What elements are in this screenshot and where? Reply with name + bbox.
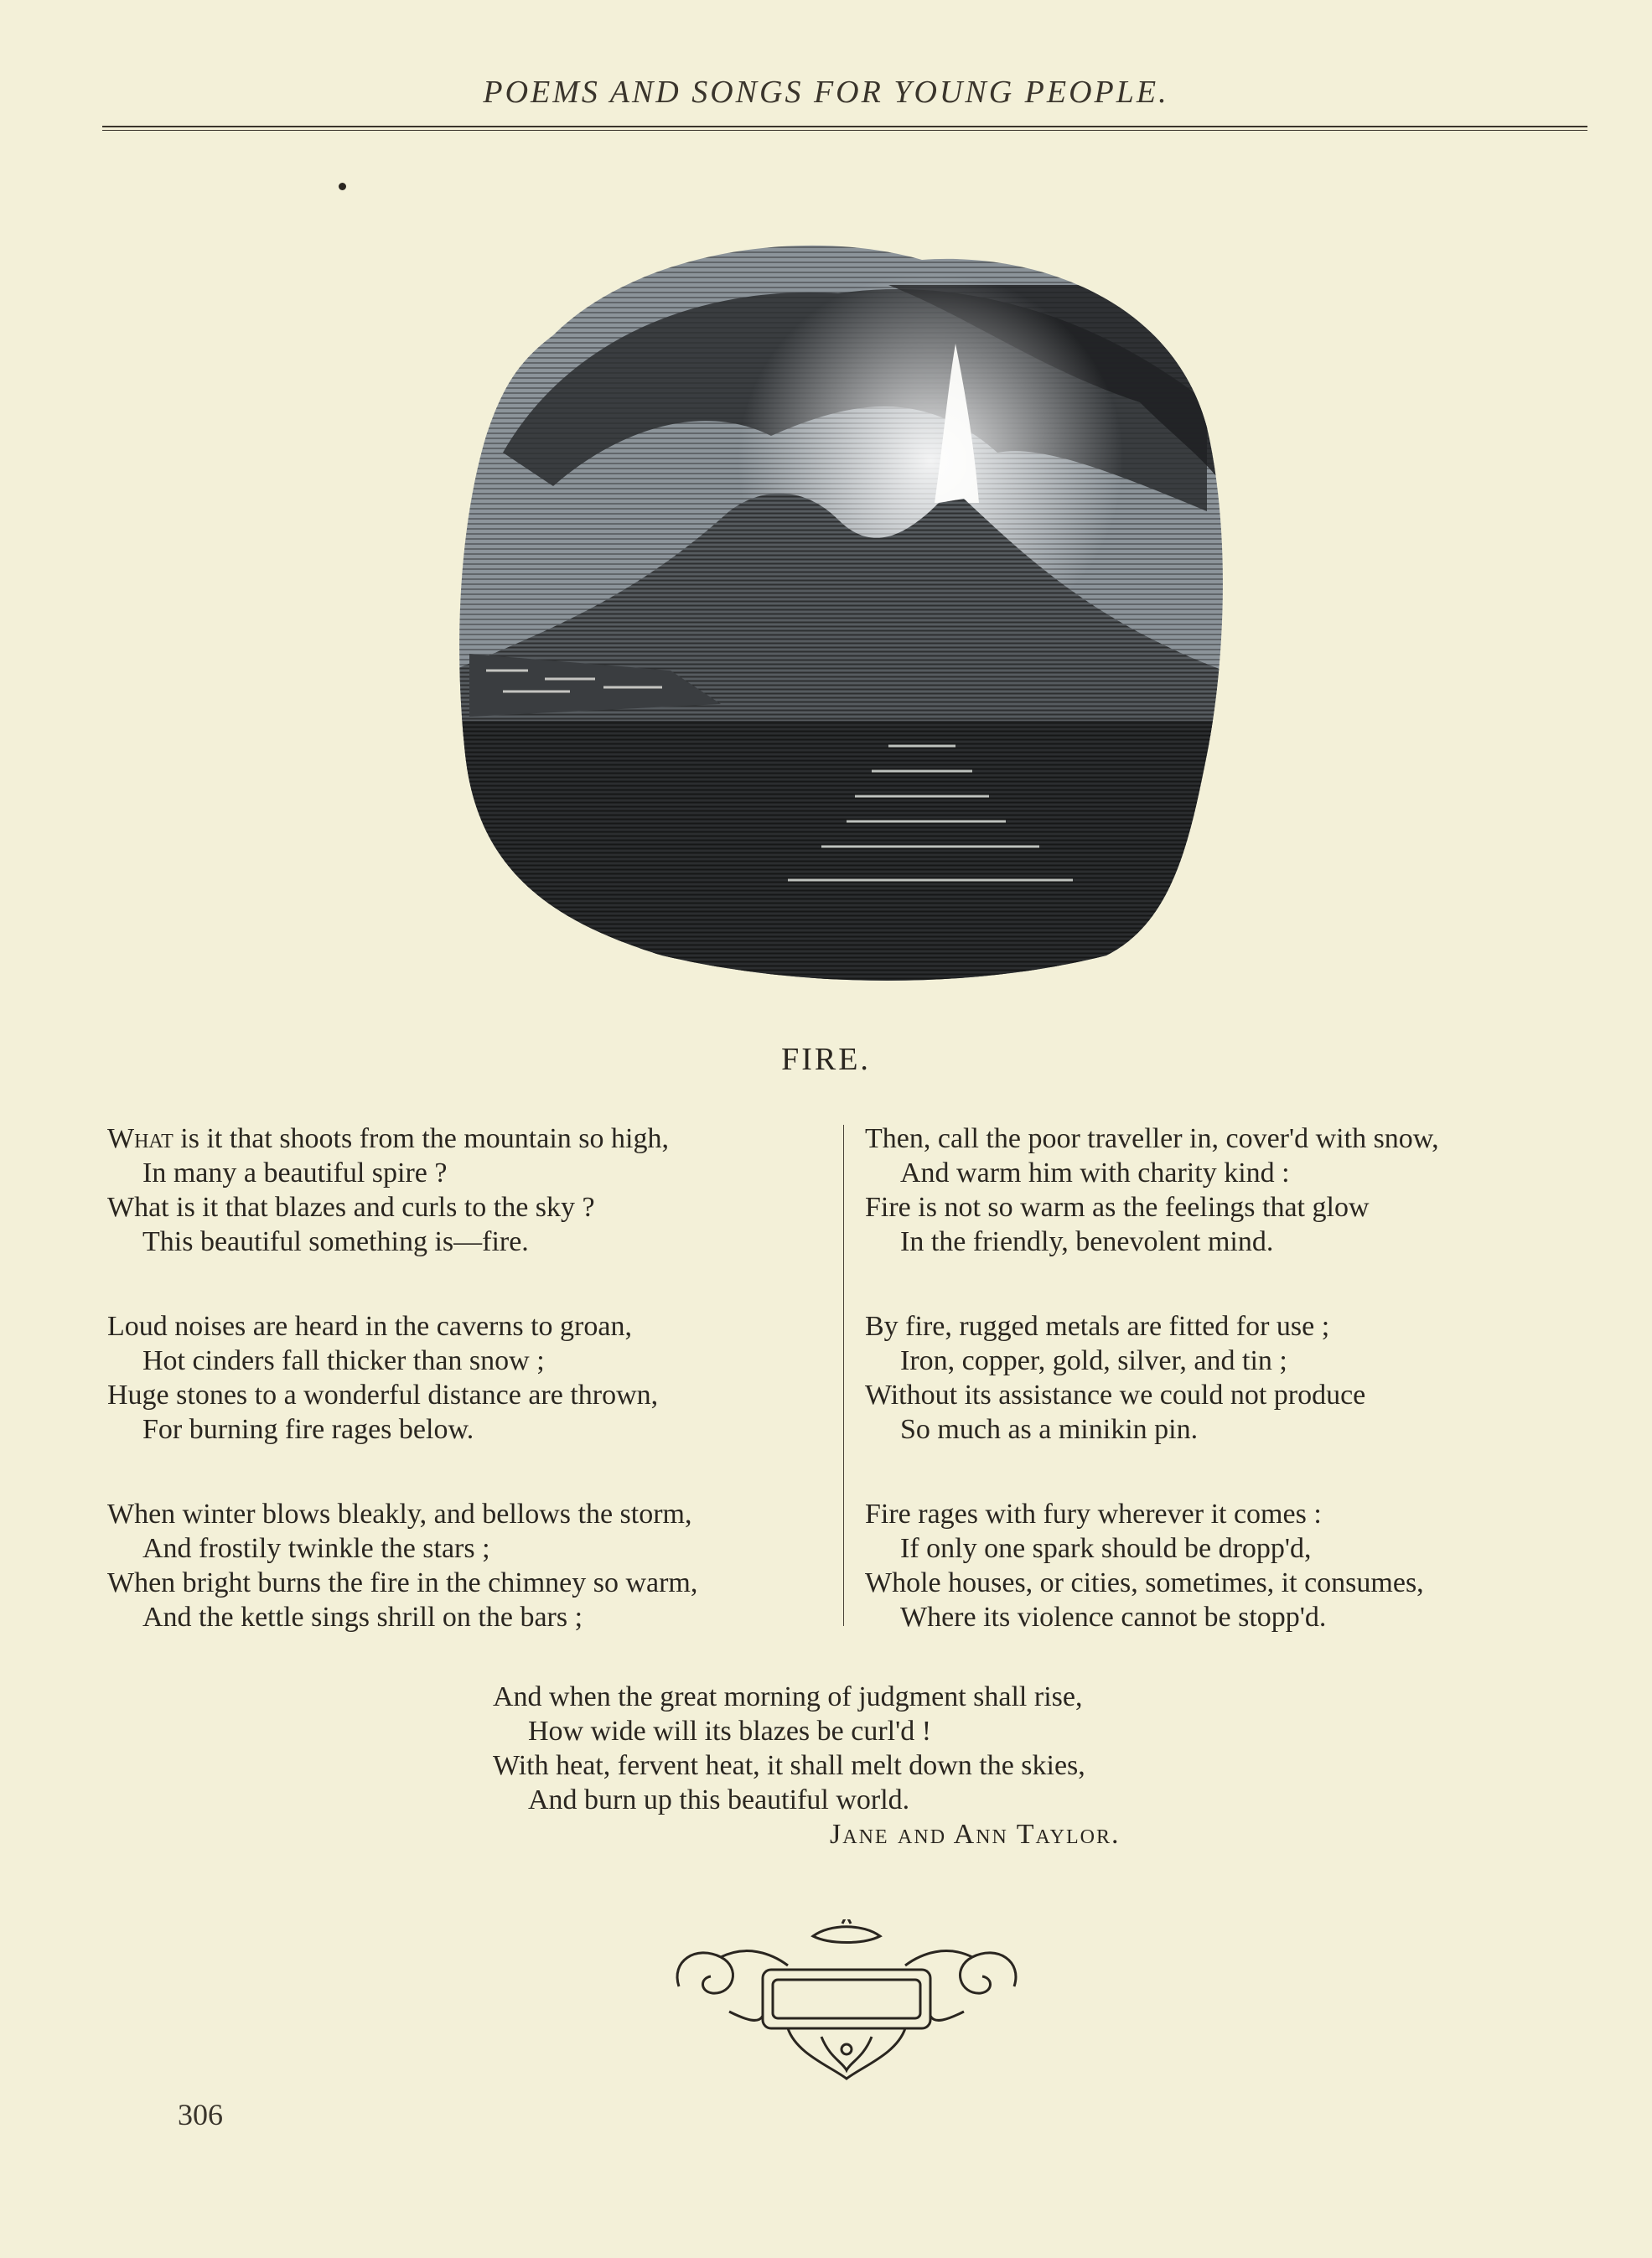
stanza-right-2 — [865, 1309, 1365, 1447]
scrollwork-ornament-icon — [662, 1919, 1031, 2087]
stray-ink-dot — [339, 183, 346, 190]
poem-line: So much as a minikin pin. — [900, 1414, 1199, 1445]
stanza-left-3 — [107, 1497, 697, 1634]
page-number: 306 — [178, 2098, 223, 2131]
poem-line: And when the great morning of judgment shall rise, — [493, 1681, 1083, 1712]
poem-line: Whole houses, or cities, sometimes, it consumes, — [865, 1567, 1424, 1598]
poem-line: Hot cinders fall thicker than snow ; — [142, 1345, 545, 1376]
column-divider — [843, 1125, 844, 1626]
poem-line: For burning fire rages below. — [142, 1414, 474, 1445]
poem-line: Fire rages with fury wherever it comes : — [865, 1499, 1322, 1530]
poem-line: How wide will its blazes be curl'd ! — [528, 1716, 932, 1747]
poem-line: And frostily twinkle the stars ; — [142, 1533, 490, 1564]
poem-line: Fire is not so warm as the feelings that glow — [865, 1192, 1370, 1223]
stanza-left-2 — [107, 1309, 658, 1447]
poem-line: Loud noises are heard in the caverns to groan, — [107, 1311, 632, 1342]
poem-line: This beautiful something is—fire. — [142, 1226, 529, 1257]
poem-line: And the kettle sings shrill on the bars ; — [142, 1602, 583, 1633]
poem-line: Without its assistance we could not produce — [865, 1380, 1366, 1411]
poem-line: What is it that blazes and curls to the sky ? — [107, 1192, 595, 1223]
poem-line: By fire, rugged metals are fitted for use ; — [865, 1311, 1330, 1342]
poem-line — [107, 1121, 669, 1156]
poem-line: When winter blows bleakly, and bellows the storm, — [107, 1499, 692, 1530]
header-rule — [102, 126, 1587, 131]
poem-line-text: is it that shoots from the mountain so high, — [173, 1123, 669, 1154]
poem-line: Where its violence cannot be stopp'd. — [900, 1602, 1327, 1633]
poem-line: With heat, fervent heat, it shall melt down the skies, — [493, 1750, 1085, 1781]
stanza-right-3 — [865, 1497, 1424, 1634]
poem-title: FIRE. — [781, 1042, 871, 1077]
poem-line: In many a beautiful spire ? — [142, 1157, 448, 1189]
poem-line: And warm him with charity kind : — [900, 1157, 1290, 1189]
author-signature: Jane and Ann Taylor. — [830, 1819, 1121, 1850]
poem-line: In the friendly, benevolent mind. — [900, 1226, 1274, 1257]
poem-line: And burn up this beautiful world. — [528, 1784, 910, 1815]
volcano-illustration — [453, 235, 1224, 989]
poem-line: When bright burns the fire in the chimney so warm, — [107, 1567, 698, 1598]
stanza-right-1 — [865, 1121, 1439, 1259]
poem-line: Then, call the poor traveller in, cover'd with snow, — [865, 1123, 1439, 1154]
stanza-left-1 — [107, 1121, 669, 1259]
poem-line: Huge stones to a wonderful distance are thrown, — [107, 1380, 659, 1411]
poem-line: Iron, copper, gold, silver, and tin ; — [900, 1345, 1287, 1376]
stanza-final — [493, 1680, 1085, 1817]
poem-line: If only one spark should be dropp'd, — [900, 1533, 1312, 1564]
opening-word: What — [107, 1123, 173, 1154]
running-head: POEMS AND SONGS FOR YOUNG PEOPLE. — [483, 75, 1169, 110]
